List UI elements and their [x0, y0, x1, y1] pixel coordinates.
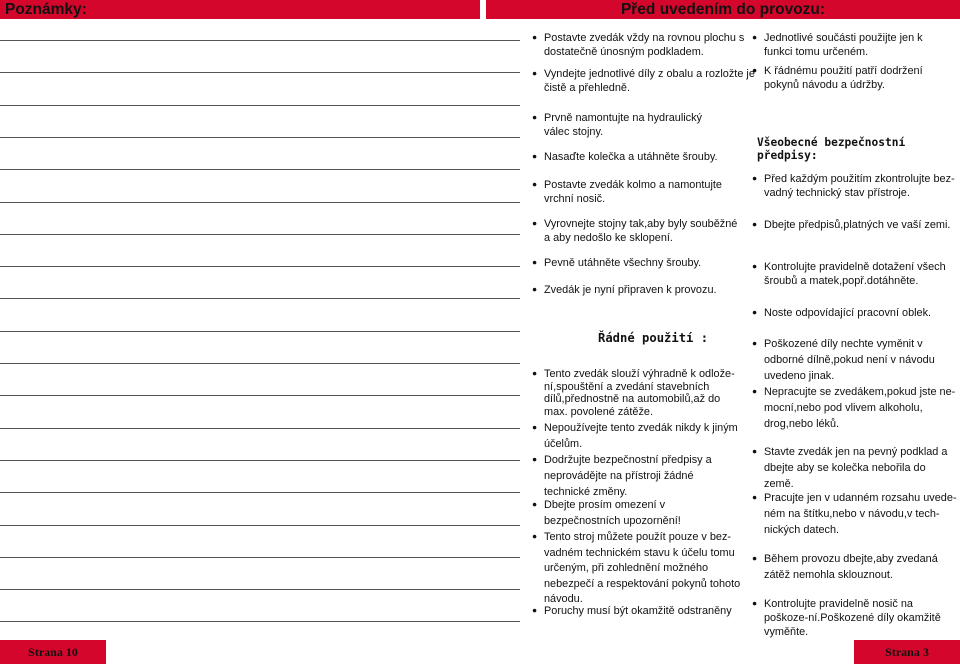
- note-line: [0, 298, 520, 299]
- note-line: [0, 169, 520, 170]
- proper-use-item: ● Nepoužívejte tento zvedák nikdy k jiným účelům.: [532, 420, 742, 452]
- proper-use-item: ● Dodržujte bezpečnostní předpisy a neprovádějte na přístroji žádné technické změny.: [532, 452, 742, 500]
- safety-item: ● Poškozené díly nechte vyměnit v odborné dílně,pokud není v návodu uvedeno jinak.: [752, 336, 957, 384]
- safety-item: ● Před každým použitím zkontrolujte bez-vadný technický stav přístroje.: [752, 172, 957, 200]
- note-line: [0, 363, 520, 364]
- note-line: [0, 525, 520, 526]
- note-line: [0, 460, 520, 461]
- assembly-step: ● Zvedák je nyní připraven k provozu.: [532, 283, 742, 297]
- note-line: [0, 40, 520, 41]
- safety-item: ● Kontrolujte pravidelně dotažení všech šroubů a matek,popř.dotáhněte.: [752, 260, 957, 288]
- right-page-header: [486, 0, 960, 19]
- note-line: [0, 137, 520, 138]
- before-operation-title: Před uvedením do provozu:: [620, 1, 826, 18]
- safety-item: ● Během provozu dbejte,aby zvedaná zátěž nemohla sklouznout.: [752, 551, 957, 583]
- note-line: [0, 428, 520, 429]
- proper-use-item: ● Poruchy musí být okamžitě odstraněny: [532, 604, 742, 618]
- page-number-left: Strana 10: [0, 640, 106, 664]
- assembly-step: ● Vyrovnejte stojny tak,aby byly souběžné a aby nedošlo ke sklopení.: [532, 217, 742, 245]
- note-line: [0, 266, 520, 267]
- proper-use-item: ● Dbejte prosím omezení v bezpečnostních upozornění!: [532, 497, 742, 529]
- assembly-step: ● Vyndejte jednotlivé díly z obalu a rozložte je čistě a přehledně.: [532, 67, 762, 95]
- note-line: [0, 72, 520, 73]
- assembly-step: ● Nasaďte kolečka a utáhněte šrouby.: [532, 150, 742, 164]
- proper-use-item: ● Tento stroj můžete použít pouze v bez-vadném technickém stavu k účelu tomu určeným, při zohlednění možného nebezpečí a respektování pokynů tohoto návodu.: [532, 530, 742, 608]
- proper-use-title: Řádné použití :: [598, 331, 709, 345]
- assembly-step: ● Postavte zvedák kolmo a namontujte vrchní nosič.: [532, 178, 727, 206]
- assembly-step: ● Pevně utáhněte všechny šrouby.: [532, 256, 742, 270]
- note-line: [0, 589, 520, 590]
- notes-title: Poznámky:: [5, 1, 87, 18]
- page-number-right: Strana 3: [854, 640, 960, 664]
- left-page-header: [0, 0, 480, 19]
- note-line: [0, 234, 520, 235]
- safety-item: ● Nepracujte se zvedákem,pokud jste ne-mocní,nebo pod vlivem alkoholu, drog,nebo léků.: [752, 384, 957, 432]
- assembly-step: ● Prvně namontujte na hydraulický válec stojny.: [532, 111, 727, 139]
- safety-item: ● Noste odpovídající pracovní oblek.: [752, 306, 957, 320]
- safety-item: ● Dbejte předpisů,platných ve vaší zemi.: [752, 218, 957, 232]
- safety-title: Všeobecné bezpečnostní předpisy:: [757, 136, 906, 162]
- note-line: [0, 105, 520, 106]
- note-line: [0, 557, 520, 558]
- safety-item: ● Pracujte jen v udanném rozsahu uvede-ném na štítku,nebo v návodu,v tech-nických datech.: [752, 490, 957, 538]
- note-line: [0, 621, 520, 622]
- general-note: ● Jednotlivé součásti použijte jen k funkci tomu určeném.: [752, 31, 952, 59]
- safety-item: ● Kontrolujte pravidelně nosič na poškoze-ní.Poškozené díly okamžitě vyměňte.: [752, 597, 957, 639]
- safety-item: ● Stavte zvedák jen na pevný podklad a dbejte aby se kolečka nebořila do země.: [752, 444, 957, 492]
- assembly-step: ● Postavte zvedák vždy na rovnou plochu s dostatečně únosným podkladem.: [532, 31, 762, 59]
- note-line: [0, 492, 520, 493]
- note-line: [0, 202, 520, 203]
- note-line: [0, 395, 520, 396]
- proper-use-item: ● Tento zvedák slouží výhradně k odlože-ní,spouštění a zvedání stavebních dílů,přednostně na automobilů,až do max. povolené zátěže.: [532, 368, 742, 418]
- note-line: [0, 331, 520, 332]
- general-note: ● K řádnému použití patří dodržení pokynů návodu a údržby.: [752, 64, 957, 92]
